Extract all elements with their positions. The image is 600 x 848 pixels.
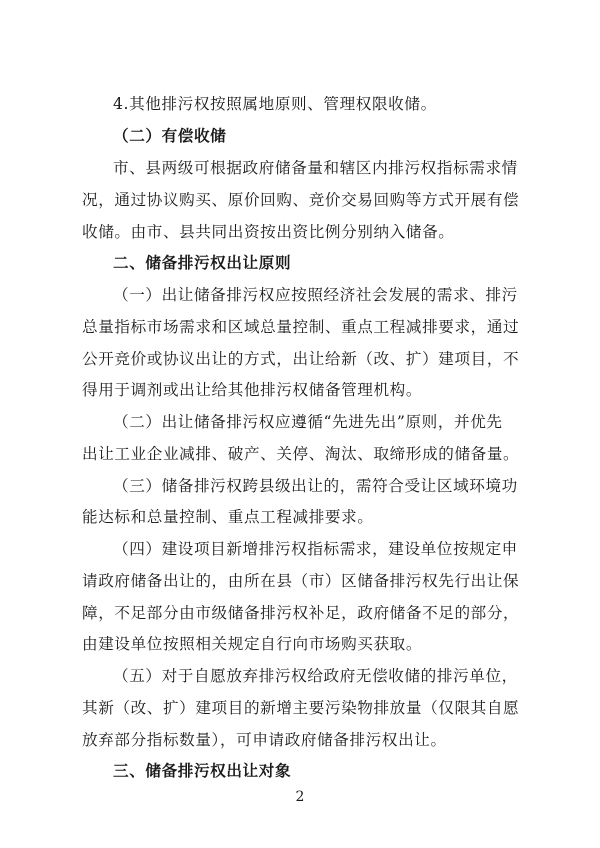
text-line: 4.其他排污权按照属地原则、管理权限收储。 (113, 95, 437, 113)
text-line: 能达标和总量控制、重点工程减排要求。 (82, 508, 374, 526)
text-line: （二）出让储备排污权应遵循“先进先出”原则，并优先 (113, 413, 503, 431)
section-heading: 三、储备排污权出让对象 (113, 762, 292, 780)
text-line: 出让工业企业减排、破产、关停、淘汰、取缔形成的储备量。 (82, 445, 520, 463)
text-line: 障，不足部分由市级储备排污权补足，政府储备不足的部分， (82, 604, 520, 622)
text-line: （五）对于自愿放弃排污权给政府无偿收储的排污单位， (113, 667, 518, 685)
section-heading: 二、储备排污权出让原则 (113, 254, 292, 272)
text-line: 公开竞价或协议出让的方式，出让给新（改、扩）建项目，不 (82, 350, 520, 368)
page-number: 2 (295, 789, 305, 805)
text-line: 总量指标市场需求和区域总量控制、重点工程减排要求，通过 (82, 318, 520, 336)
text-line: （一）出让储备排污权应按照经济社会发展的需求、排污 (113, 286, 518, 304)
text-line: 由建设单位按照相关规定自行向市场购买获取。 (82, 635, 423, 653)
text-line: 放弃部分指标数量），可申请政府储备排污权出让。 (82, 731, 447, 749)
text-line: 收储。由市、县共同出资按出资比例分别纳入储备。 (82, 223, 455, 241)
text-line: 请政府储备出让的，由所在县（市）区储备排污权先行出让保 (82, 572, 520, 590)
text-line: （三）储备排污权跨县级出让的，需符合受让区域环境功 (113, 477, 518, 495)
text-line: 得用于调剂或出让给其他排污权储备管理机构。 (82, 381, 423, 399)
text-line: （四）建设项目新增排污权指标需求，建设单位按规定申 (113, 540, 518, 558)
text-line: 市、县两级可根据政府储备量和辖区内排污权指标需求情 (113, 159, 518, 177)
text-line: 其新（改、扩）建项目的新增主要污染物排放量（仅限其自愿 (82, 699, 520, 717)
text-line: 况，通过协议购买、原价回购、竞价交易回购等方式开展有偿 (82, 191, 520, 209)
section-heading: （二）有偿收储 (113, 127, 227, 145)
